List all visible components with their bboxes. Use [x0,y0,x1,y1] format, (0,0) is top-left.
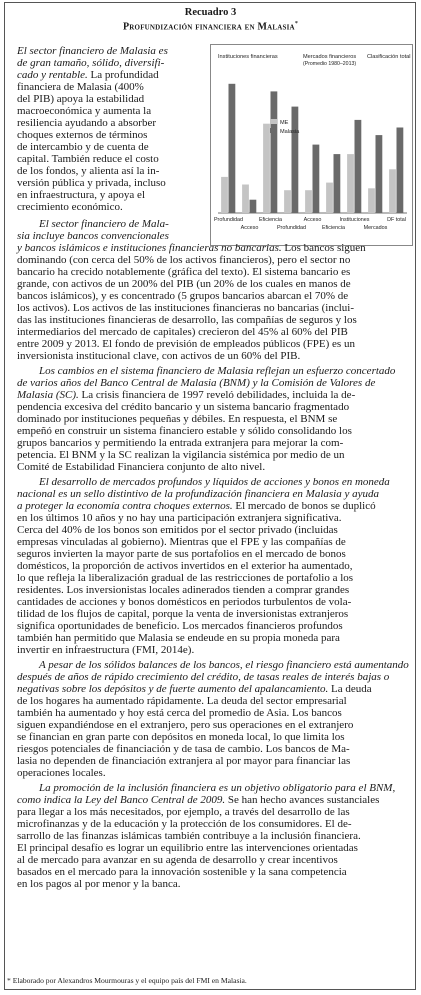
text-line-regular: empeñó en construir un sistema financiero estable y sólido consolidando los [17,426,352,437]
text-line-italic: como indica la Ley del Banco Central de 2009. [17,795,226,806]
chart-bar [389,169,396,213]
text-line-italic: sia incluye bancos convencionales [17,231,169,242]
text-line [17,819,352,831]
chart-category-label: Profundidad [213,217,244,223]
text-line-regular: Los bancos siguen [281,243,366,254]
text-line [17,597,351,609]
text-line-regular: seguros invierten la mayor parte de sus portafolios en el mercado de bonos [17,549,346,560]
text-line [17,609,348,621]
text-line-regular: versión pública y privada, incluso [17,178,166,189]
text-line-regular: lasia no dependen de financiación extranjera al por mayor para financiar las [17,756,351,767]
text-line [17,537,346,549]
chart-category-label: Acceso [303,217,322,223]
title-footnote-mark: * [294,21,299,27]
text-line [17,855,338,867]
text-line-regular: al de mercado para avanzar en su agenda de desarrollo y crear incentivos [17,855,338,866]
chart-bar [242,185,249,214]
text-line [17,339,355,351]
chart-category-label: DF total [387,217,406,223]
text-line-regular: también ha aumentado y hoy está cerca del promedio de Asia. Los bancos [17,708,342,719]
text-line [17,414,337,426]
text-line [17,645,194,657]
text-line-regular: resiliencia ayudando a absorber [17,118,156,129]
chart-bar [284,190,291,213]
text-line-italic: de gran tamaño, sólido, diversifi- [17,58,165,69]
chart-bar [271,91,278,213]
text-line-regular: siguen expandiéndose en el extranjero, pero sus operaciones en el extranjero [17,720,354,731]
text-line [17,450,345,462]
chart-category-label: Instituciones [339,217,370,223]
text-line-regular: riesgos potenciales de financiación y de tasa de cambio. Los bancos de Ma- [17,744,350,755]
text-line [17,621,343,633]
text-line [17,879,180,891]
chart-category-label: Eficiencia [321,225,346,231]
text-line-regular: La crisis financiera de 1997 reveló debilidades, incluida la de- [78,390,356,401]
text-line-regular: El principal desafío es lograr un equilibrio entre las intervenciones orientadas [17,843,358,854]
text-line [17,744,350,756]
text-line [39,366,395,378]
chart-group-title: Clasificación total [367,54,411,60]
text-line [17,303,354,315]
text-line-regular: empresas vinculadas al gobierno). Mientras que el FPE y las compañías de [17,537,346,548]
chart-bar [326,183,333,213]
text-line-regular: bancario ha crecido notablemente (gráfica del texto). El sistema bancario es [17,267,351,278]
text-line [17,231,169,243]
text-line [17,462,265,474]
text-line-regular: se financian en gran parte con depósitos en moneda local, lo que limita los [17,732,345,743]
text-line-regular: Comité de Estabilidad Financiera conjunto de alto nivel. [17,462,266,473]
text-line [17,768,106,780]
chart-group-title: Instituciones financieras [218,54,278,60]
text-line [17,82,144,94]
text-line-italic: de varios años del Banco Central de Malasia (BNM) y la Comisión de Valores de [17,378,376,389]
text-line [17,585,349,597]
text-line-regular: operaciones locales. [17,768,106,779]
text-line [17,684,372,696]
text-line [17,867,347,879]
text-line-regular: residentes. Los inversionistas locales adinerados tienden a comprar grandes [17,585,350,596]
footnote: * Elaborado por Alexandros Mourmouras y el equipo país del FMI en Malasia. [7,976,247,985]
bar-chart [211,45,414,247]
text-line-regular: bancos islámicos), y es concentrado (5 grupos bancarios abarcan el 70% de [17,291,349,302]
text-line [17,142,149,154]
text-line [17,118,156,130]
chart-bar [263,124,270,213]
chart-bar [250,200,257,213]
text-line [17,315,357,327]
text-line [17,549,346,561]
chart-group-subtitle: (Promedio 1980–2013) [303,61,357,67]
text-line-regular: crecimiento económico. [17,202,123,213]
text-line [17,525,338,537]
text-line [17,807,350,819]
text-line-regular: Cerca del 40% de los bonos son emitidos por el sector privado (incluidas [17,525,338,536]
text-line [17,402,349,414]
text-line-regular: choques externos de términos [17,130,148,141]
text-line [39,783,395,795]
text-line-italic: El desarrollo de mercados profundos y líquidos de acciones y bonos en moneda [39,477,390,488]
text-line-regular: microfinanzas y de la educación y la protección de los consumidores. El de- [17,819,352,830]
text-line-regular: invertir en infraestructura (FMI, 2014e). [17,645,195,656]
text-line-regular: sarrollo de las finanzas islámicas también contribuye a la inclusión financiera. [17,831,361,842]
text-line-italic: La promoción de la inclusión financiera es un objetivo obligatorio para el BNM, [39,783,396,794]
text-line-regular: dominando (con cerca del 50% de los activos financieros), pero el sector no [17,255,351,266]
chart-bar [376,135,383,213]
text-line-italic: cado y rentable. [17,70,88,81]
text-line [17,489,379,501]
chart-bar [305,190,312,213]
chart-category-label: Eficiencia [258,217,283,223]
chart-bar [368,188,375,213]
text-line [17,831,361,843]
text-line [17,561,352,573]
text-line [17,154,159,166]
text-line [17,573,353,585]
text-line [17,696,347,708]
text-line [17,795,379,807]
text-line [17,501,376,513]
text-line [17,279,351,291]
text-line-regular: pendencia excesiva del crédito bancario y un sistema bancario fragmentado [17,402,350,413]
text-line [17,513,341,525]
text-line [17,58,164,70]
text-line [17,426,352,438]
text-line-regular: inversionista institucional clave, con activos de un 60% del PIB. [17,351,301,362]
text-line-italic: El sector financiero de Malasia es [17,46,168,57]
text-line-regular: de los fondos, y alienta así la in- [17,166,160,177]
text-line-regular: significa oportunidades de beneficio. Los mercados financieros profundos [17,621,343,632]
text-line-regular: macroeconómica y aumenta la [17,106,152,117]
text-line-regular: Se han hecho avances sustanciales [225,795,380,806]
chart-bar [334,154,341,213]
text-line [17,732,345,744]
chart-bar [229,84,236,213]
text-line-italic: Los cambios en el sistema financiero de Malasia reflejan un esfuerzo concertado [39,366,396,377]
text-line-regular: en los últimos 10 años y no hay una participación extranjera significativa. [17,513,342,524]
text-line [39,219,169,231]
text-line-regular: grupos bancarios y permitiendo la entrada extranjera para mejorar la com- [17,438,344,449]
text-line [39,660,409,672]
text-line [17,672,389,684]
text-line-regular: capital. También reduce el costo [17,154,159,165]
text-line-regular: del PIB) apoya la estabilidad [17,94,145,105]
text-line-italic: y bancos islámicos e instituciones financieras no bancarias. [17,243,282,254]
chart-group-title: Mercados financieros [303,54,357,60]
text-line [17,94,144,106]
text-line [17,267,350,279]
text-line-italic: nacional es un sello distintivo de la profundización financiera en Malasia y ayuda [17,489,380,500]
text-line-regular: dominado por instituciones pequeñas y débiles. En respuesta, el BNM se [17,414,338,425]
text-line [17,202,123,214]
text-line [17,106,151,118]
text-line-italic: negativas sobre los depósitos y de fuerte aumento del apalancamiento. [17,684,329,695]
text-line [17,378,375,390]
chart-bar [355,120,362,213]
text-line [17,130,147,142]
text-line [17,756,350,768]
text-line-regular: de los hogares ha aumentado rápidamente. La deuda del sector empresarial [17,696,347,707]
chart-legend-swatch [270,128,277,133]
text-line [17,327,348,339]
text-line-regular: petencia. El BNM y la SC realizan la vigilancia sistémica por medio de un [17,450,345,461]
box-label: Recuadro 3 [184,7,237,18]
text-line-regular: El mercado de bonos se duplicó [232,501,376,512]
text-line [17,720,353,732]
text-line-regular: tilidad de los flujos de capital, porque la venta de inversionistas extranjeros [17,609,349,620]
text-line [17,166,159,178]
text-line [17,633,340,645]
text-line [17,178,166,190]
chart-category-label: Acceso [240,225,259,231]
chart-legend-label: ME [280,120,289,126]
chart-legend-swatch [270,119,277,124]
chart-bar [221,177,228,213]
text-line-regular: entre 2009 y 2013. El fondo de previsión de empleados públicos (FPE) es un [17,339,355,350]
text-line-italic: después de años de rápido crecimiento del crédito, de tasas reales de interés bajas o [17,672,390,683]
text-line-regular: cantidades de acciones y bonos domésticos en periodos turbulentos de vola- [17,597,352,608]
box-title [0,21,421,32]
chart-bar [313,145,320,213]
text-line-regular: domésticos, la proporción de activos invertidos en el exterior ha aumentado, [17,561,353,572]
text-line [17,708,342,720]
text-line [17,46,168,58]
chart-bar [292,107,299,213]
chart-bar [397,128,404,214]
text-line-regular: también han permitido que Malasia se endeude en su propia moneda para [17,633,340,644]
text-line-regular: basados en el mercado para la innovación sostenible y la sana competencia [17,867,347,878]
text-line [39,477,390,489]
text-line-italic: El sector financiero de Mala- [39,219,169,230]
text-line [17,291,348,303]
text-line-italic: a proteger la economía contra choques externos. [17,501,233,512]
text-line [17,190,145,202]
text-line-regular: financiera de Malasia (400% [17,82,144,93]
text-line [17,351,300,363]
text-line-regular: para llegar a los más necesitados, por ejemplo, a través del desarrollo de las [17,807,350,818]
box-title-text: Profundización financiera en Malasia [122,21,295,33]
text-line-regular: grande, con activos de un 200% del PIB (un 20% de los cuales en manos de [17,279,351,290]
text-line-regular: en los pagos al por menor y la banca. [17,879,181,890]
text-line [17,255,350,267]
text-line [17,843,358,855]
chart-category-label: Mercados [363,225,388,231]
text-line-regular: das las instituciones financieras de desarrollo, las compañías de seguros y los [17,315,357,326]
text-line-regular: de intercambio y de cuenta de [17,142,149,153]
chart-category-label: Profundidad [276,225,307,231]
text-line [17,438,343,450]
text-line-regular: lo que refleja la liberalización gradual de las restricciones de portafolio a los [17,573,354,584]
text-line-regular: en infraestructura, y apoya el [17,190,145,201]
text-line-italic: Malasia (SC). [17,390,79,401]
text-line-regular: los activos). Los activos de las instituciones financieras no bancarias (inclui- [17,303,355,314]
text-line [17,243,366,255]
text-line-regular: La profundidad [87,70,159,81]
text-line-regular: intermediarios del mercado de capitales) crecieron del 45% al 60% del PIB [17,327,348,338]
text-line-italic: A pesar de los sólidos balances de los bancos, el riesgo financiero está aumentando [39,660,409,671]
chart-panel [210,44,413,246]
chart-bar [347,154,354,213]
text-line [17,390,355,402]
chart-legend-label: Malasia [280,129,300,135]
text-line [17,70,159,82]
text-line-regular: La deuda [328,684,372,695]
